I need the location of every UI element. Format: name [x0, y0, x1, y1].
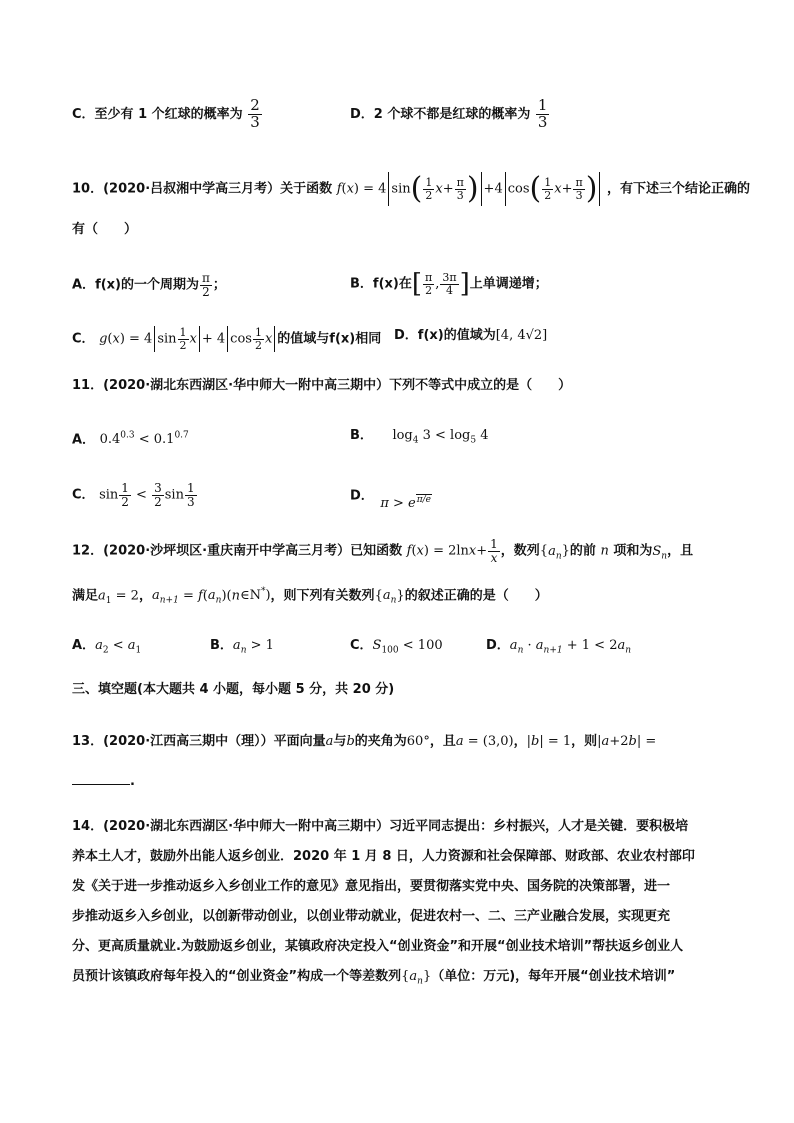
q10-option-b: B．f(x)在[ $\frac{\pi}{2}$ , $\frac{3\pi}{4}$ ]上单调递增；	[350, 269, 548, 300]
q9-option-d: D．2 个球不都是红球的概率为 $\frac{1}{3}$	[350, 96, 548, 131]
q9-d-text: 2 个球不都是红球的概率为	[373, 106, 531, 122]
fraction: $\frac{2}{3}$	[250, 96, 260, 131]
section-heading: 三、填空题(本大题共 4 小题，每小题 5 分，共 20 分)	[72, 682, 395, 697]
q14-line: 发《关于进一步推动返乡入乡创业工作的意见》意见指出，要贯彻落实党中央、国务院的决策部署，进一	[72, 879, 671, 894]
q12-option-a: A．$a_2 < a_1$	[72, 638, 142, 656]
q12-option-d: D．$a_n \cdot a_{n+1} + 1 < 2a_n$	[486, 638, 632, 656]
q11-option-b: B． $\log_4 3 < \log_5 4$	[350, 428, 489, 446]
q14-paragraph	[72, 812, 722, 997]
q11-option-d: D． $\pi > e^{\pi/e}$	[350, 488, 431, 512]
q9-option-c: C．至少有 1 个红球的概率为 $\frac{2}{3}$	[72, 96, 260, 131]
q12-option-b: B．$a_n > 1$	[210, 638, 274, 656]
q14-line: 14．(2020·湖北东西湖区·华中师大一附中高三期中）习近平同志提出：乡村振兴，人才是关键．要积极培	[72, 819, 689, 834]
q10-stem: 10．(2020·吕叔湘中学高三月考）关于函数 f(x) = 4 sin( $\frac{1}{2}$ x+ $\frac{\pi}{3}$ ) +4 cos( $\frac{1}{2}$ x+ $\frac{\pi}{3}$ ) ，有下述三个结论正确的	[72, 171, 750, 206]
q12-stem-line2: 满足$a_1 = 2$，$a_{n+1}$ = $f(a_n)(n\in N^*)$，则下列有关数列$\{a_n\}$的叙述正确的是（ ）	[72, 587, 548, 606]
q13-stem: 13．(2020·江西高三期中（理））平面向量a与b的夹角为60°，且a = (3,0)，|b| = 1，则|a+2b| =	[72, 734, 657, 749]
q12-stem: 12．(2020·沙坪坝区·重庆南开中学高三月考）已知函数 f(x) = 2lnx+ $\frac{1}{x}$ ，数列$\{a_n\}$的前 n 项和为$S_n$，且	[72, 537, 694, 565]
q11-option-c: C． sin $\frac{1}{2}$ < $\frac{3}{2}$ sin $\frac{1}{3}$	[72, 481, 195, 509]
q10-option-a: A．f(x)的一个周期为 $\frac{\pi}{2}$ ；	[72, 271, 226, 299]
q14-line: 分、更高质量就业.为鼓励返乡创业，某镇政府决定投入“创业资金”和开展“创业技术培训”帮扶返乡创业人	[72, 939, 684, 954]
q10-option-d: D．f(x)的值域为[4, 4√2]	[394, 328, 548, 343]
q14-line: 步推动返乡入乡创业，以创新带动创业，以创业带动就业，促进农村一、二、三产业融合发展，实现更充	[72, 909, 671, 924]
q9-c-text: 至少有 1 个红球的概率为	[94, 106, 243, 122]
q14-line: 员预计该镇政府每年投入的“创业资金”构成一个等差数列$\{a_n\}$（单位：万元)，每年开展“创业技术培训”	[72, 969, 676, 987]
q11-option-a: A． $0.4^{0.3} < 0.1^{0.7}$	[72, 431, 189, 448]
q10-stem-line2: 有（ ）	[72, 222, 138, 237]
q13-answer-blank[interactable]: .	[72, 772, 135, 792]
q11-stem: 11．(2020·湖北东西湖区·华中师大一附中高三期中）下列不等式中成立的是（ ）	[72, 378, 572, 393]
fraction: $\frac{1}{3}$	[537, 96, 548, 131]
q14-line: 养本土人才，鼓励外出能人返乡创业．2020 年 1 月 8 日，人力资源和社会保障部、财政部、农业农村部印	[72, 849, 695, 864]
q10-option-c: C． g(x) = 4 sin $\frac{1}{2}$ x + 4 cos $\frac{1}{2}$ x 的值域与f(x)相同	[72, 325, 382, 352]
q12-option-c: C．$S_{100} < 100$	[350, 638, 443, 656]
q10-d-value: [4, 4√2]	[495, 328, 548, 343]
